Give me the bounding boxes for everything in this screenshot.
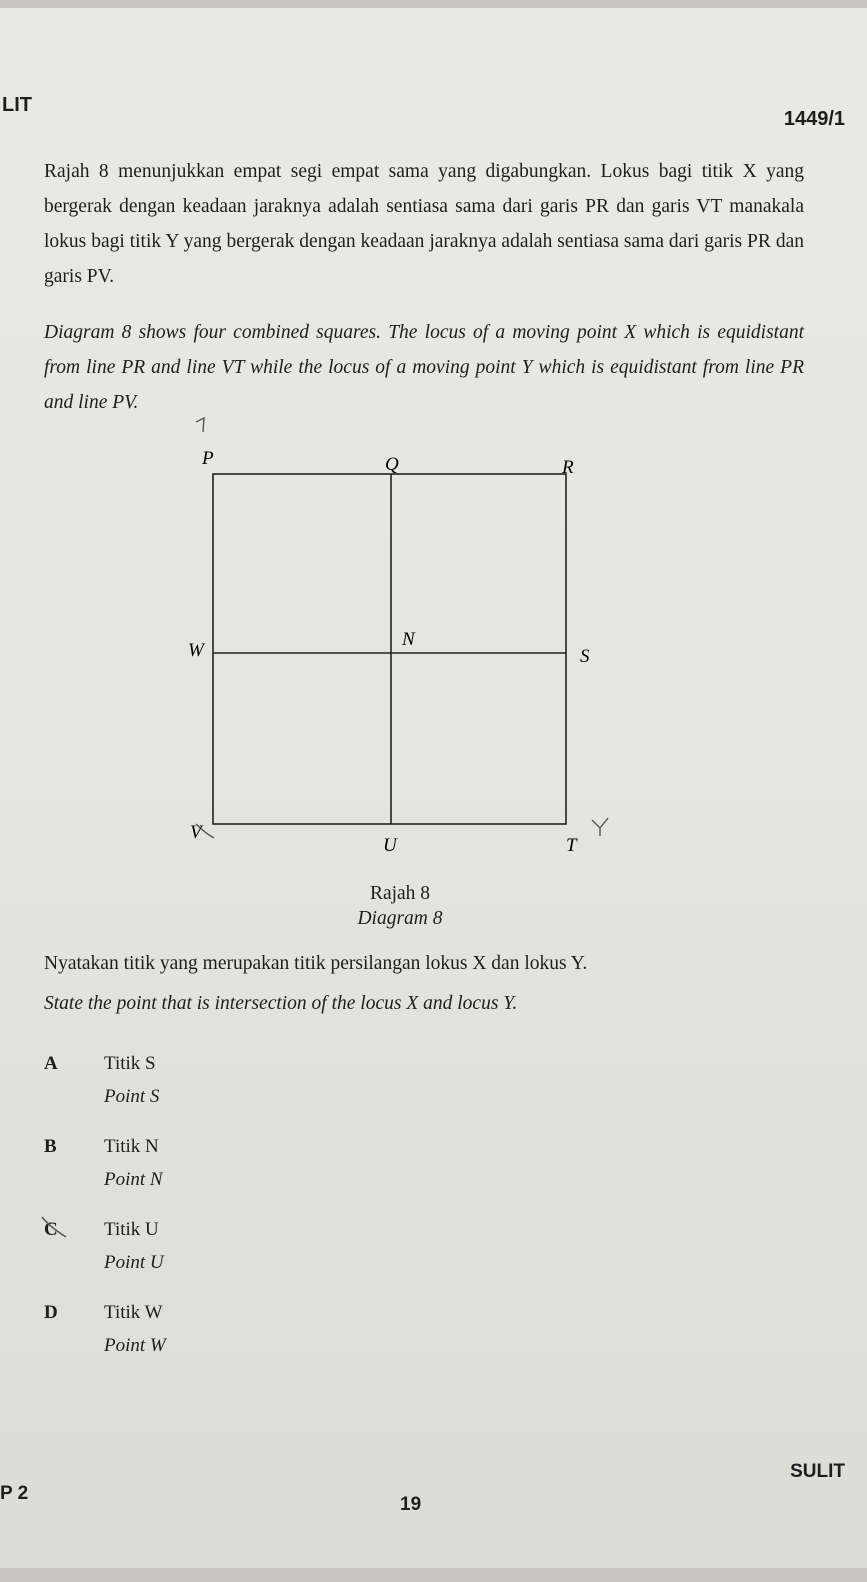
header-left: LIT [2, 94, 32, 116]
option-malay: Titik W [104, 1302, 163, 1323]
option-english: Point U [104, 1252, 164, 1273]
label-q: Q [385, 454, 399, 475]
label-s: S [580, 646, 590, 667]
label-u: U [383, 835, 397, 856]
caption-malay: Rajah 8 [369, 883, 431, 904]
label-n: N [402, 629, 415, 650]
intro-malay: Rajah 8 menunjukkan empat segi empat sama yang digabungkan. Lokus bagi titik X yang bergerak dengan keadaan jaraknya adalah sentiasa sama dari garis PR dan garis VT manakala lokus bagi titik Y yang bergerak dengan keadaan jaraknya adalah sentiasa sama dari garis PR dan garis PV. [44, 161, 804, 287]
option-malay: Titik U [104, 1219, 159, 1240]
option-letter: B [44, 1136, 57, 1157]
option-letter: A [44, 1053, 58, 1074]
question-malay: Nyatakan titik yang merupakan titik persilangan lokus X dan lokus Y. [44, 953, 588, 974]
label-r: R [562, 457, 574, 478]
intro-english: Diagram 8 shows four combined squares. The locus of a moving point X which is equidistant from line PR and line VT while the locus of a moving point Y which is equidistant from line PR and line PV. [44, 322, 804, 413]
option-malay: Titik N [104, 1136, 159, 1157]
option-letter: C [44, 1219, 58, 1240]
label-v: V [190, 822, 202, 843]
page-number: 19 [400, 1494, 422, 1515]
question-english: State the point that is intersection of the locus X and locus Y. [44, 993, 518, 1014]
option-english: Point S [104, 1086, 160, 1107]
option-malay: Titik S [104, 1053, 156, 1074]
label-w: W [188, 640, 204, 661]
label-p: P [202, 448, 214, 469]
pencil-mark-y [592, 818, 608, 836]
label-t: T [566, 835, 577, 856]
exam-page [0, 8, 867, 1568]
footer-sulit: SULIT [790, 1461, 845, 1482]
caption-english: Diagram 8 [357, 908, 443, 929]
option-letter: D [44, 1302, 58, 1323]
outer-square [213, 474, 566, 824]
option-english: Point N [104, 1169, 163, 1190]
pencil-mark-top [196, 418, 204, 432]
paper-code: 1449/1 [783, 108, 845, 130]
squares-diagram [0, 408, 867, 878]
pencil-check-mark [36, 1213, 76, 1243]
footer-left: P 2 [0, 1483, 29, 1504]
option-english: Point W [104, 1335, 166, 1356]
